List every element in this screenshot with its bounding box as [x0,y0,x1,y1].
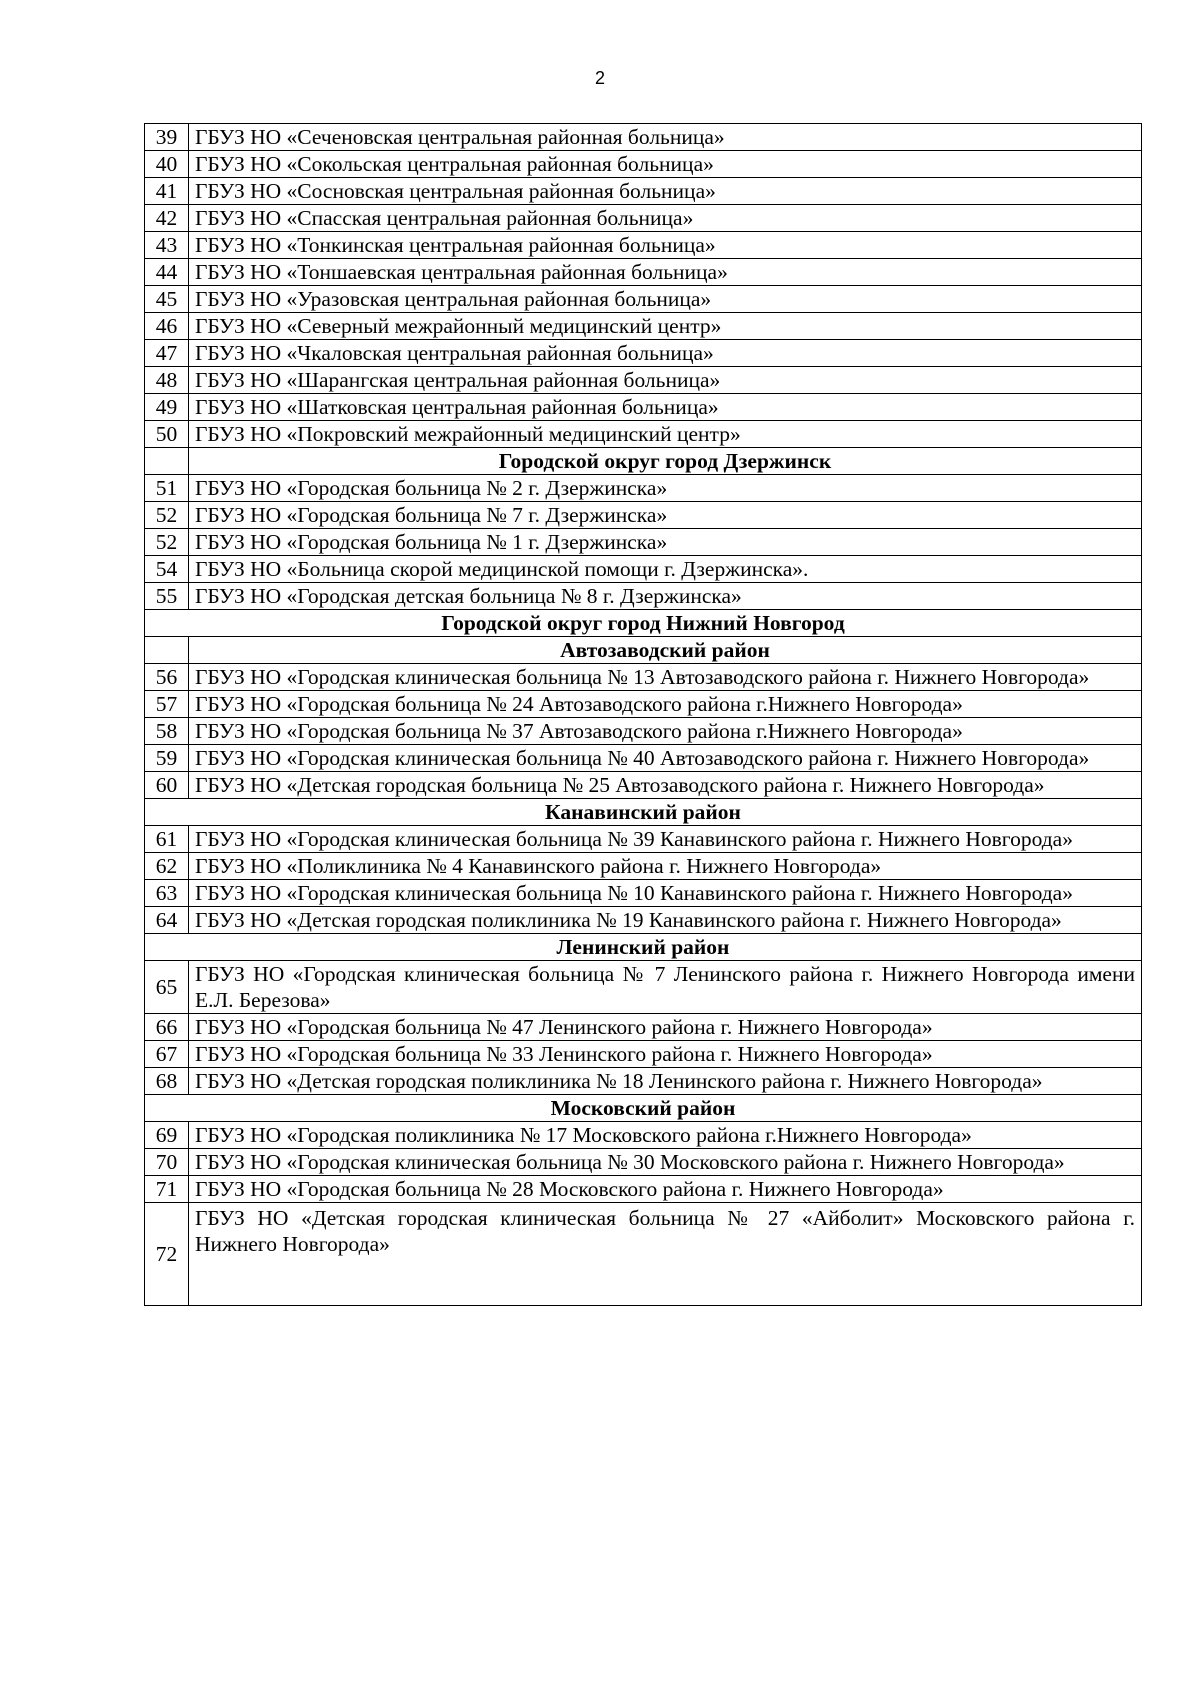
page-number: 2 [594,68,605,88]
institution-name: ГБУЗ НО «Спасская центральная районная больница» [189,205,1142,232]
table-body [145,124,1142,1306]
table-row [145,1122,1142,1149]
institution-name: ГБУЗ НО «Городская клиническая больница № 13 Автозаводского района г. Нижнего Новгорода» [189,664,1142,691]
row-number: 58 [145,718,189,745]
institution-name: ГБУЗ НО «Сокольская центральная районная больница» [189,151,1142,178]
table-row [145,880,1142,907]
table-row [145,178,1142,205]
institution-name: ГБУЗ НО «Больница скорой медицинской помощи г. Дзержинска». [189,556,1142,583]
institution-name: ГБУЗ НО «Шарангская центральная районная больница» [189,367,1142,394]
row-number: 55 [145,583,189,610]
section-header-row [145,799,1142,826]
row-number: 57 [145,691,189,718]
institution-name: ГБУЗ НО «Покровский межрайонный медицинский центр» [189,421,1142,448]
section-title: Городской округ город Нижний Новгород [145,610,1142,637]
row-number: 72 [145,1203,189,1306]
row-number: 65 [145,961,189,1014]
section-header-row [145,448,1142,475]
section-title: Городской округ город Дзержинск [189,448,1142,475]
row-number: 45 [145,286,189,313]
section-title: Московский район [145,1095,1142,1122]
row-number: 64 [145,907,189,934]
table-row [145,664,1142,691]
table-row [145,826,1142,853]
section-header-row [145,610,1142,637]
row-number: 59 [145,745,189,772]
table-row [145,394,1142,421]
institution-name: ГБУЗ НО «Городская больница № 1 г. Дзержинска» [189,529,1142,556]
section-title: Ленинский район [145,934,1142,961]
institution-name: ГБУЗ НО «Сеченовская центральная районная больница» [189,124,1142,151]
table-row [145,151,1142,178]
table-row [145,205,1142,232]
row-number: 70 [145,1149,189,1176]
row-number: 41 [145,178,189,205]
row-number: 47 [145,340,189,367]
table-row [145,853,1142,880]
empty-number-cell [145,637,189,664]
row-number: 48 [145,367,189,394]
institution-name: ГБУЗ НО «Детская городская поликлиника № 19 Канавинского района г. Нижнего Новгорода» [189,907,1142,934]
institution-name: ГБУЗ НО «Городская поликлиника № 17 Московского района г.Нижнего Новгорода» [189,1122,1142,1149]
row-number: 60 [145,772,189,799]
table-row [145,556,1142,583]
institution-name: ГБУЗ НО «Детская городская клиническая больница № 27 «Айболит» Московского района г. Нижнего Новгорода» [189,1203,1142,1306]
row-number: 61 [145,826,189,853]
institution-name: ГБУЗ НО «Городская больница № 47 Ленинского района г. Нижнего Новгорода» [189,1014,1142,1041]
row-number: 39 [145,124,189,151]
table-row [145,1068,1142,1095]
section-title: Автозаводский район [189,637,1142,664]
table-row [145,745,1142,772]
row-number: 68 [145,1068,189,1095]
row-number: 49 [145,394,189,421]
institution-name: ГБУЗ НО «Городская больница № 33 Ленинского района г. Нижнего Новгорода» [189,1041,1142,1068]
table-row [145,1041,1142,1068]
institution-name: ГБУЗ НО «Городская детская больница № 8 г. Дзержинска» [189,583,1142,610]
institution-name: ГБУЗ НО «Северный межрайонный медицинский центр» [189,313,1142,340]
row-number: 66 [145,1014,189,1041]
institution-name: ГБУЗ НО «Детская городская больница № 25 Автозаводского района г. Нижнего Новгорода» [189,772,1142,799]
section-header-row [145,1095,1142,1122]
table-row [145,529,1142,556]
empty-number-cell [145,448,189,475]
row-number: 44 [145,259,189,286]
table-row [145,1014,1142,1041]
table-row [145,259,1142,286]
row-number: 52 [145,529,189,556]
row-number: 67 [145,1041,189,1068]
section-header-row [145,934,1142,961]
table-row [145,421,1142,448]
row-number: 62 [145,853,189,880]
row-number: 40 [145,151,189,178]
table-row [145,691,1142,718]
institution-name: ГБУЗ НО «Тонкинская центральная районная больница» [189,232,1142,259]
table-row [145,718,1142,745]
section-title: Канавинский район [145,799,1142,826]
table-row [145,1176,1142,1203]
row-number: 71 [145,1176,189,1203]
row-number: 63 [145,880,189,907]
institution-name: ГБУЗ НО «Городская клиническая больница № 7 Ленинского района г. Нижнего Новгорода имени Е.Л. Березова» [189,961,1142,1014]
row-number: 46 [145,313,189,340]
institutions-table [144,123,1142,1306]
row-number: 69 [145,1122,189,1149]
row-number: 56 [145,664,189,691]
table-row [145,475,1142,502]
row-number: 43 [145,232,189,259]
institution-name: ГБУЗ НО «Городская клиническая больница № 30 Московского района г. Нижнего Новгорода» [189,1149,1142,1176]
institution-name: ГБУЗ НО «Шатковская центральная районная больница» [189,394,1142,421]
institution-name: ГБУЗ НО «Сосновская центральная районная больница» [189,178,1142,205]
table-row [145,124,1142,151]
row-number: 42 [145,205,189,232]
table-row [145,313,1142,340]
institution-name: ГБУЗ НО «Детская городская поликлиника № 18 Ленинского района г. Нижнего Новгорода» [189,1068,1142,1095]
table-row [145,961,1142,1014]
institution-name: ГБУЗ НО «Городская больница № 24 Автозаводского района г.Нижнего Новгорода» [189,691,1142,718]
institution-name: ГБУЗ НО «Городская больница № 7 г. Дзержинска» [189,502,1142,529]
row-number: 51 [145,475,189,502]
table-row [145,907,1142,934]
institution-name: ГБУЗ НО «Городская больница № 2 г. Дзержинска» [189,475,1142,502]
table-row [145,1203,1142,1306]
table-row [145,340,1142,367]
row-number: 54 [145,556,189,583]
table-row [145,232,1142,259]
institution-name: ГБУЗ НО «Городская больница № 37 Автозаводского района г.Нижнего Новгорода» [189,718,1142,745]
institution-name: ГБУЗ НО «Городская больница № 28 Московского района г. Нижнего Новгорода» [189,1176,1142,1203]
institution-name: ГБУЗ НО «Городская клиническая больница № 39 Канавинского района г. Нижнего Новгорода» [189,826,1142,853]
institution-name: ГБУЗ НО «Поликлиника № 4 Канавинского района г. Нижнего Новгорода» [189,853,1142,880]
table-row [145,502,1142,529]
table-row [145,1149,1142,1176]
table-row [145,583,1142,610]
row-number: 50 [145,421,189,448]
institution-name: ГБУЗ НО «Городская клиническая больница № 40 Автозаводского района г. Нижнего Новгорода» [189,745,1142,772]
institution-name: ГБУЗ НО «Тоншаевская центральная районная больница» [189,259,1142,286]
institution-name: ГБУЗ НО «Уразовская центральная районная больница» [189,286,1142,313]
table-row [145,772,1142,799]
institution-name: ГБУЗ НО «Чкаловская центральная районная больница» [189,340,1142,367]
table-row [145,367,1142,394]
table-row [145,286,1142,313]
row-number: 52 [145,502,189,529]
section-header-row [145,637,1142,664]
institution-name: ГБУЗ НО «Городская клиническая больница № 10 Канавинского района г. Нижнего Новгорода» [189,880,1142,907]
